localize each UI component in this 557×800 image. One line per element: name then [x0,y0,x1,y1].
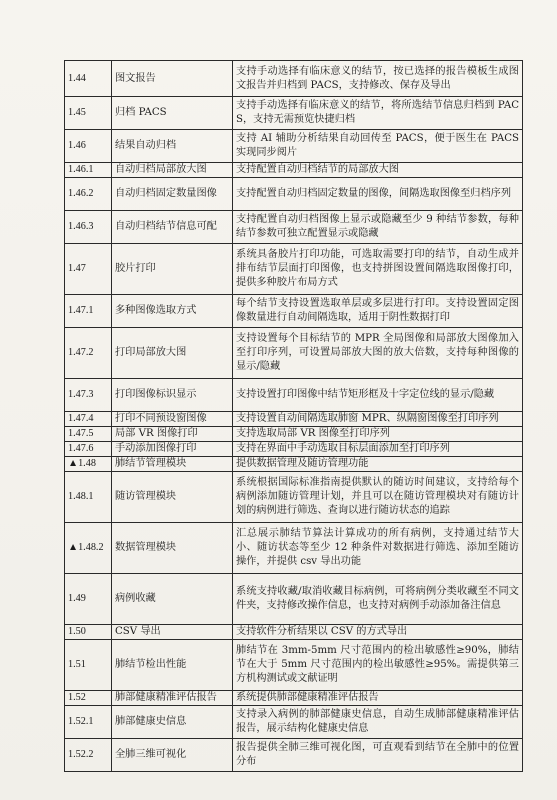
row-name: 肺部健康史信息 [112,706,233,739]
row-id: 1.45 [65,97,112,130]
row-name: 病例收藏 [112,574,233,625]
table-row [65,523,523,574]
row-desc: 支持选取局部 VR 图像至打印序列 [233,427,523,442]
row-name: 自动归档局部放大图 [112,163,233,178]
row-id: 1.46.2 [65,178,112,211]
row-id: 1.47.3 [65,379,112,412]
row-id: 1.44 [65,61,112,97]
row-name: 打印局部放大图 [112,328,233,379]
row-name: 图文报告 [112,61,233,97]
row-name: 打印图像标识显示 [112,379,233,412]
table-row [65,97,523,130]
row-desc: 支持设置自动间隔选取肺窗 MPR、纵隔窗图像至打印序列 [233,412,523,427]
row-desc: 支持手动选择有临床意义的结节，将所选结节信息归档到 PACS，支持无需预览快捷归档 [233,97,523,130]
row-id: 1.52.2 [65,739,112,772]
row-desc: 报告提供全肺三维可视化图，可直观看到结节在全肺中的位置分布 [233,739,523,772]
row-name: 肺部健康精准评估报告 [112,691,233,706]
table-row [65,211,523,244]
row-name: 数据管理模块 [112,523,233,574]
row-id: 1.52.1 [65,706,112,739]
table-row [65,328,523,379]
table-row [65,574,523,625]
table-row [65,427,523,442]
row-name: 胶片打印 [112,244,233,295]
row-desc: 系统支持收藏/取消收藏目标病例，可将病例分类收藏至不同文件夹，支持修改操作信息，也支持对病例手动添加备注信息 [233,574,523,625]
row-desc: 肺结节在 3mm-5mm 尺寸范围内的检出敏感性≥90%，肺结节在大于 5mm 尺寸范围内的检出敏感性≥95%。需提供第三方机构测试或文献证明 [233,640,523,691]
row-desc: 支持设置打印图像中结节矩形框及十字定位线的显示/隐藏 [233,379,523,412]
row-desc: 汇总展示肺结节算法计算成功的所有病例，支持通过结节大小、随访状态等至少 12 种条件对数据进行筛选、添加至随访操作，并提供 csv 导出功能 [233,523,523,574]
row-desc: 系统提供肺部健康精准评估报告 [233,691,523,706]
row-id: 1.46 [65,130,112,163]
table-row [65,178,523,211]
row-id: 1.47 [65,244,112,295]
row-id: 1.46.3 [65,211,112,244]
table-row [65,412,523,427]
row-id: 1.52 [65,691,112,706]
row-name: 打印不同预设窗图像 [112,412,233,427]
row-id: 1.47.2 [65,328,112,379]
row-desc: 支持软件分析结果以 CSV 的方式导出 [233,625,523,640]
row-id: ▲1.48.2 [65,523,112,574]
row-name: 自动归档固定数量图像 [112,178,233,211]
row-name: 手动添加图像打印 [112,442,233,457]
row-name: 归档 PACS [112,97,233,130]
table-row [65,442,523,457]
table-row [65,706,523,739]
table-row [65,691,523,706]
row-desc: 每个结节支持设置选取单层或多层进行打印。支持设置固定图像数量进行自动间隔选取，适用于阴性数据打印 [233,295,523,328]
row-desc: 支持配置自动归档图像上显示或隐藏至少 9 种结节参数，每种结节参数可独立配置显示或隐藏 [233,211,523,244]
row-id: 1.48.1 [65,472,112,523]
row-name: 多种图像选取方式 [112,295,233,328]
row-desc: 支持在界面中手动选取目标层面添加至打印序列 [233,442,523,457]
row-name: 局部 VR 图像打印 [112,427,233,442]
row-desc: 支持配置自动归档结节的局部放大图 [233,163,523,178]
table-row [65,739,523,772]
row-desc: 支持 AI 辅助分析结果自动回传至 PACS，便于医生在 PACS 实现同步阅片 [233,130,523,163]
row-desc: 提供数据管理及随访管理功能 [233,457,523,472]
row-desc: 支持录入病例的肺部健康史信息，自动生成肺部健康精准评估报告，展示结构化健康史信息 [233,706,523,739]
table-row [65,61,523,97]
table-row [65,295,523,328]
row-name: 自动归档结节信息可配 [112,211,233,244]
table-row [65,457,523,472]
table-row [65,472,523,523]
spec-table-body [65,61,523,772]
table-row [65,130,523,163]
row-id: 1.50 [65,625,112,640]
row-desc: 系统具备胶片打印功能，可选取需要打印的结节，自动生成并排布结节层面打印图像，也支持拼图设置间隔选取图像打印，提供多种胶片布局方式 [233,244,523,295]
row-id: 1.47.6 [65,442,112,457]
row-name: 结果自动归档 [112,130,233,163]
row-name: 随访管理模块 [112,472,233,523]
row-desc: 支持配置自动归档固定数量的图像，间隔选取图像至归档序列 [233,178,523,211]
table-row [65,379,523,412]
row-id: 1.46.1 [65,163,112,178]
table-row [65,244,523,295]
row-desc: 支持手动选择有临床意义的结节，按已选择的报告模板生成图文报告并归档到 PACS，支持修改、保存及导出 [233,61,523,97]
row-name: 全肺三维可视化 [112,739,233,772]
row-name: CSV 导出 [112,625,233,640]
table-row [65,625,523,640]
row-id: ▲1.48 [65,457,112,472]
row-id: 1.49 [65,574,112,625]
spec-table [64,60,523,772]
row-id: 1.47.1 [65,295,112,328]
row-desc: 支持设置每个目标结节的 MPR 全局图像和局部放大图像加入至打印序列，可设置局部放大图的放大倍数，支持每种图像的显示/隐藏 [233,328,523,379]
table-row [65,163,523,178]
row-name: 肺结节管理模块 [112,457,233,472]
row-name: 肺结节检出性能 [112,640,233,691]
row-id: 1.47.4 [65,412,112,427]
row-id: 1.51 [65,640,112,691]
row-id: 1.47.5 [65,427,112,442]
table-row [65,640,523,691]
row-desc: 系统根据国际标准指南提供默认的随访时间建议，支持给每个病例添加随访管理计划，并且可以在随访管理模块对有随访计划的病例进行筛选、查询以进行随访状态的追踪 [233,472,523,523]
